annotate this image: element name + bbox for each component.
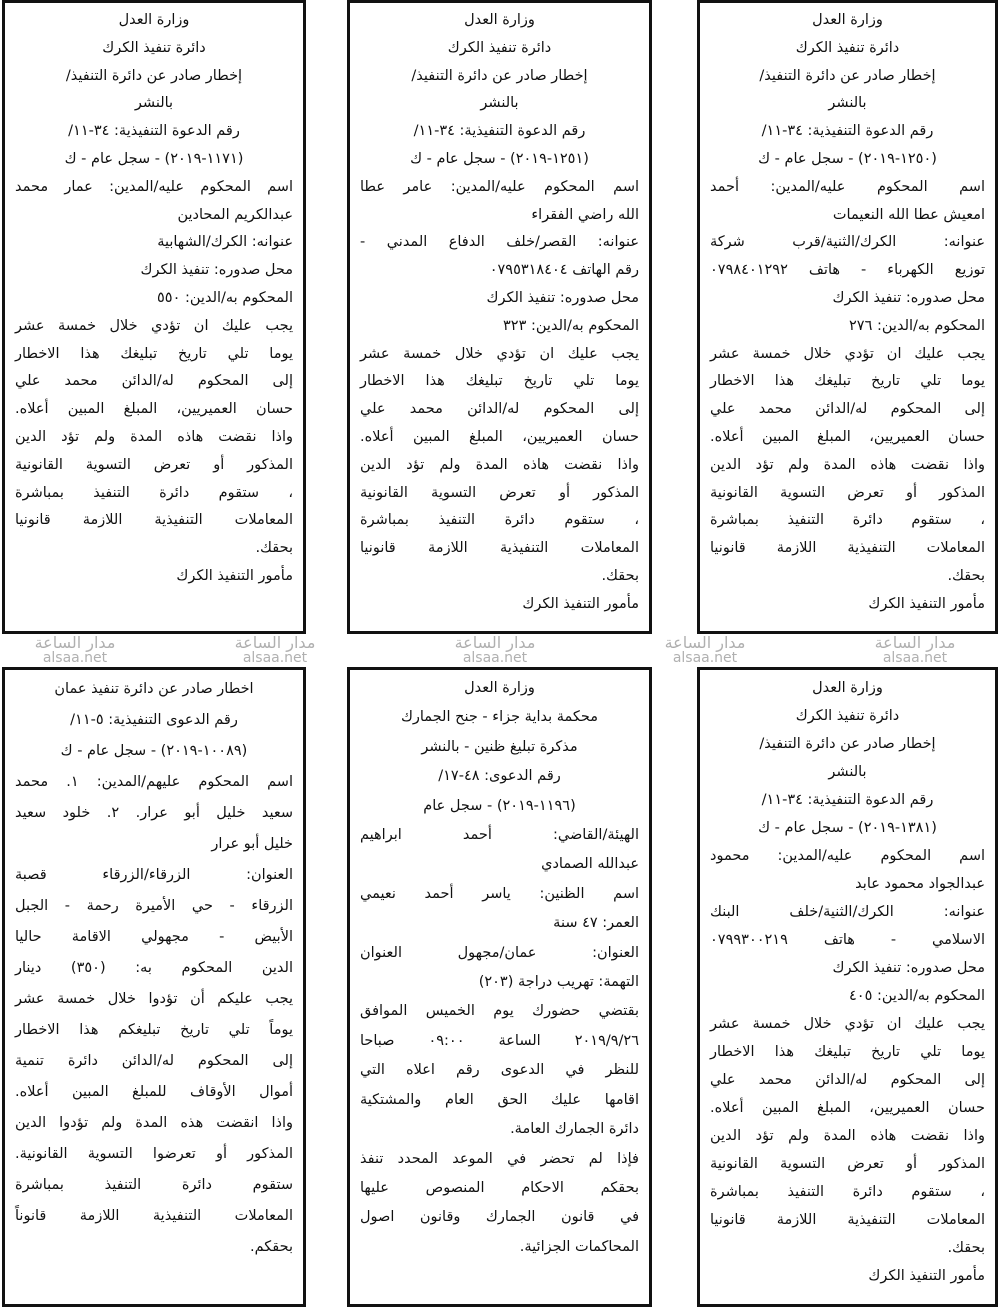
notice-header-line: إخطار صادر عن دائرة التنفيذ/	[65, 67, 243, 84]
notice-header-line: إخطار صادر عن دائرة التنفيذ/	[759, 67, 936, 84]
notice-body-line: ، ستقوم دائرة التنفيذ بمباشرة	[710, 1184, 985, 1200]
watermark-latin: alsaa.net	[672, 650, 738, 666]
notice-karak-1381	[697, 667, 998, 1307]
notice-body-line: بحقك.	[947, 567, 985, 584]
notice-header-line: محكمة بداية جزاء - جنح الجمارك	[400, 709, 599, 726]
watermark-arabic: مدار الساعة	[664, 633, 746, 652]
notice-body-line: بحقك.	[601, 567, 639, 584]
notice-body-line: حسان العميريين، المبلغ المبين أعلاه.	[710, 428, 985, 445]
notice-body-line: عنوانه: القصر/خلف الدفاع المدني -	[360, 234, 639, 251]
notice-body-line: واذا انقضت هذه المدة ولم تؤدوا الدين	[15, 1115, 293, 1131]
notice-header-line: (١٣٨١-٢٠١٩) - سجل عام - ك	[758, 820, 937, 836]
notice-body-line: المحكوم به/الدين: ٥٥٠	[157, 289, 293, 306]
notice-body-line: واذا نقضت هاذه المدة ولم تؤد الدين	[710, 1128, 985, 1144]
notice-body-line: توزيع الكهرباء - هاتف ٠٧٩٨٤٠١٢٩٢	[710, 262, 985, 279]
notice-body-line: يوما تلي تاريخ تبليغك هذا الاخطار	[710, 1044, 985, 1060]
notice-signature: مأمور التنفيذ الكرك	[176, 567, 293, 584]
notice-body-line: عنوانه: الكرك/الشهابية	[157, 234, 293, 251]
notice-body-line: المذكور أو تعرض التسوية القانونية	[15, 456, 293, 473]
notice-karak-1250	[697, 0, 998, 634]
notice-header-line: وزارة العدل	[118, 12, 190, 28]
notice-header-line: رقم الدعوى التنفيذية: ٥-١١/	[70, 712, 238, 728]
notice-header-line: إخطار صادر عن دائرة التنفيذ/	[411, 67, 588, 84]
watermark	[430, 634, 560, 667]
watermark	[640, 634, 770, 667]
notice-body-line: العنوان: الزرقاء/الزرقاء قصبة	[15, 867, 293, 883]
notice-body-line: عبدالكريم المحادين	[177, 206, 293, 223]
notice-body-line: العمر: ٤٧ سنة	[553, 915, 639, 932]
notice-body-line: ستقوم دائرة التنفيذ بمباشرة	[15, 1177, 293, 1193]
notice-body-line: محل صدوره: تنفيذ الكرك	[832, 960, 985, 976]
notice-body-line: يجب عليك ان تؤدي خلال خمسة عشر	[15, 317, 293, 334]
notice-karak-1251	[347, 0, 652, 634]
notice-header-line: وزارة العدل	[812, 12, 883, 28]
notice-body-line: عنوانه: الكرك/الثنية/قرب شركة	[710, 234, 985, 251]
notice-header-line: (١٢٥١-٢٠١٩) - سجل عام - ك	[410, 150, 589, 167]
notice-header-line: بالنشر	[134, 95, 174, 112]
notice-body-line: خليل أبو عرار	[211, 836, 293, 852]
notice-body-line: الدين المحكوم به: (٣٥٠) دينار	[15, 960, 293, 976]
notice-header-line: رقم الدعوة التنفيذية: ٣٤-١١/	[413, 123, 586, 140]
notice-body-line: اسم المحكوم عليه/المدين: عمار محمد	[15, 178, 293, 195]
notice-body-line: اقامها عليك الحق العام والمشتكية	[360, 1091, 639, 1108]
notice-body-line: إلى المحكوم له/الدائن محمد علي	[360, 401, 639, 418]
watermark-arabic: مدار الساعة	[234, 633, 316, 652]
notice-body-line: يجب عليك ان تؤدي خلال خمسة عشر	[710, 345, 985, 362]
notice-body-line: المذكور أو تعرضوا التسوية القانونية.	[15, 1146, 293, 1162]
notice-body-line: المعاملات التنفيذية اللازمة قانونيا	[710, 540, 985, 557]
notice-header-line: (١١٧١-٢٠١٩) - سجل عام - ك	[64, 150, 244, 167]
notice-body-line: واذا نقضت هاذه المدة ولم تؤد الدين	[360, 456, 639, 473]
notice-body-line: المعاملات التنفيذية اللازمة قانوناً	[15, 1208, 293, 1224]
notice-body-line: الله راضي الفقراء	[531, 206, 639, 223]
notice-body-line: يجب عليكم أن تؤدوا خلال خمسة عشر	[15, 991, 293, 1007]
notice-body-line: أموال الأوقاف للمبلغ المبين أعلاه.	[15, 1084, 293, 1100]
notice-body-line: ، ستقوم دائرة التنفيذ بمباشرة	[360, 512, 639, 529]
watermark-arabic: مدار الساعة	[454, 633, 536, 652]
notice-header-line: دائرة تنفيذ الكرك	[102, 39, 206, 56]
notice-body-line: المحكوم به/الدين: ٢٧٦	[849, 317, 985, 334]
notice-header-line: رقم الدعوى: ٤٨-١٧/	[438, 768, 561, 785]
notice-body-line: عبدالله الصمادي	[541, 856, 639, 873]
notice-body-line: اسم المحكوم عليه/المدين: عامر عطا	[360, 178, 639, 195]
watermark-latin: alsaa.net	[42, 650, 108, 666]
watermark	[210, 634, 340, 667]
notice-body-line: حسان العميريين، المبلغ المبين أعلاه.	[15, 401, 293, 418]
notice-signature: مأمور التنفيذ الكرك	[868, 595, 985, 612]
watermark	[10, 634, 140, 667]
notice-body-line: يوما تلي تاريخ تبليغك هذا الاخطار	[15, 345, 293, 362]
notice-body-line: واذا نقضت هاذه المدة ولم تؤد الدين	[710, 456, 985, 473]
watermark	[850, 634, 980, 667]
notice-body-line: اسم المحكوم عليهم/المدين: ١. محمد	[15, 774, 293, 790]
notice-body-line: الأبيض - مجهولي الاقامة حاليا	[15, 929, 293, 945]
notice-header-line: بالنشر	[828, 764, 867, 780]
notice-header-line: (١١٩٦-٢٠١٩) - سجل عام	[423, 797, 576, 814]
notice-body-line: امعيش عطا الله النعيمات	[832, 206, 985, 223]
notice-body-line: اسم المحكوم عليه/المدين: محمود	[710, 848, 985, 864]
notice-body-line: يجب عليك ان تؤدي خلال خمسة عشر	[360, 345, 639, 362]
notice-body-line: بحقكم.	[250, 1239, 293, 1255]
notice-body-line: بحقكم الاحكام المنصوص عليها	[360, 1179, 639, 1196]
notice-header-line: اخطار صادر عن دائرة تنفيذ عمان	[54, 681, 254, 697]
notice-body-line: حسان العميريين، المبلغ المبين أعلاه.	[360, 428, 639, 445]
notice-header-line: رقم الدعوة التنفيذية: ٣٤-١١/	[761, 792, 934, 808]
notice-body-line: واذا نقضت هاذه المدة ولم تؤد الدين	[15, 428, 293, 445]
notice-body-line: المعاملات التنفيذية اللازمة قانونيا	[710, 1212, 985, 1228]
notice-body-line: يوماً تلي تاريخ تبليغكم هذا الاخطار	[15, 1022, 293, 1038]
notice-body-line: العنوان: عمان/مجهول العنوان	[360, 944, 639, 961]
notice-body-line: إلى المحكوم له/الدائن محمد علي	[710, 1072, 985, 1088]
notice-body-line: في قانون الجمارك وقانون اصول	[360, 1209, 639, 1226]
notice-header-line: دائرة تنفيذ الكرك	[447, 39, 552, 56]
notice-body-line: المعاملات التنفيذية اللازمة قانونيا	[360, 540, 639, 557]
notice-body-line: ، ستقوم دائرة التنفيذ بمباشرة	[15, 484, 293, 501]
notice-body-line: فإذا لم تحضر في الموعد المحدد تنفذ	[360, 1150, 639, 1167]
notice-body-line: التهمة: تهريب دراجة (٢٠٣)	[478, 974, 639, 991]
notice-header-line: دائرة تنفيذ الكرك	[795, 39, 900, 56]
notice-body-line: محل صدوره: تنفيذ الكرك	[832, 289, 985, 306]
notice-body-line: الزرقاء - حي الأميرة رحمة - الجبل	[15, 898, 293, 914]
notice-body-line: المحكوم به/الدين: ٣٢٣	[503, 317, 639, 334]
notice-header-line: بالنشر	[480, 95, 519, 112]
notice-body-line: المذكور أو تعرض التسوية القانونية	[710, 1156, 985, 1172]
notice-body-line: المذكور أو تعرض التسوية القانونية	[710, 484, 985, 501]
notice-header-line: إخطار صادر عن دائرة التنفيذ/	[759, 736, 936, 752]
notice-header-line: دائرة تنفيذ الكرك	[795, 708, 900, 724]
notice-body-line: المذكور أو تعرض التسوية القانونية	[360, 484, 639, 501]
notice-body-line: عنوانه: الكرك/الثنية/خلف البنك	[710, 904, 985, 920]
notice-body-line: بحقك.	[947, 1240, 985, 1256]
watermark-latin: alsaa.net	[242, 650, 308, 666]
notice-body-line: محل صدوره: تنفيذ الكرك	[486, 289, 639, 306]
notice-signature: مأمور التنفيذ الكرك	[868, 1268, 985, 1284]
notice-customs-court	[347, 667, 652, 1307]
notice-header-line: رقم الدعوة التنفيذية: ٣٤-١١/	[761, 123, 934, 140]
notice-body-line: يوما تلي تاريخ تبليغك هذا الاخطار	[360, 373, 639, 390]
notice-body-line: إلى المحكوم له/الدائن محمد علي	[710, 401, 985, 418]
notice-header-line: (١٠٠٨٩-٢٠١٩) - سجل عام - ك	[60, 743, 248, 759]
notice-body-line: دائرة الجمارك العامة.	[510, 1121, 639, 1138]
notice-body-line: إلى المحكوم له/الدائن محمد علي	[15, 373, 293, 390]
notice-body-line: الهيئة/القاضي: أحمد ابراهيم	[360, 827, 639, 844]
notice-body-line: ٢٠١٩/٩/٢٦ الساعة ٠٩:٠٠ صباحا	[360, 1032, 639, 1049]
watermark-arabic: مدار الساعة	[34, 633, 116, 652]
notice-body-line: عبدالجواد محمود عابد	[855, 876, 985, 892]
notice-header-line: مذكرة تبليغ ظنين - بالنشر	[421, 738, 578, 755]
notice-body-line: المحاكمات الجزائية.	[519, 1238, 639, 1255]
watermark-arabic: مدار الساعة	[874, 633, 956, 652]
watermark-latin: alsaa.net	[882, 650, 948, 666]
notice-body-line: يوما تلي تاريخ تبليغك هذا الاخطار	[710, 373, 985, 390]
notice-body-line: الاسلامي - هاتف ٠٧٩٩٣٠٠٢١٩	[710, 932, 985, 948]
notice-body-line: المحكوم به/الدين: ٤٠٥	[849, 988, 985, 1004]
notice-body-line: محل صدوره: تنفيذ الكرك	[140, 262, 293, 279]
notice-body-line: رقم الهاتف ٠٧٩٥٣١٨٤٠٤	[489, 262, 639, 279]
notice-header-line: رقم الدعوة التنفيذية: ٣٤-١١/	[68, 123, 240, 140]
notice-header-line: وزارة العدل	[812, 680, 883, 696]
notice-header-line: (١٢٥٠-٢٠١٩) - سجل عام - ك	[758, 150, 937, 167]
notice-body-line: حسان العميريين، المبلغ المبين أعلاه.	[710, 1100, 985, 1116]
notice-body-line: المعاملات التنفيذية اللازمة قانونيا	[15, 512, 293, 529]
notice-body-line: اسم المحكوم عليه/المدين: أحمد	[710, 178, 985, 195]
notice-body-line: بحقك.	[255, 540, 293, 557]
notice-body-line: بقتضي حضورك يوم الخميس الموافق	[360, 1003, 639, 1020]
notice-signature: مأمور التنفيذ الكرك	[522, 595, 639, 612]
notice-body-line: للنظر في الدعوى رقم اعلاه التي	[360, 1062, 639, 1079]
notice-body-line: اسم الظنين: ياسر أحمد نعيمي	[360, 885, 639, 902]
notice-body-line: ، ستقوم دائرة التنفيذ بمباشرة	[710, 512, 985, 529]
notice-body-line: إلى المحكوم له/الدائن دائرة تنمية	[15, 1053, 293, 1069]
notice-karak-1171	[2, 0, 306, 634]
notice-amman-10089	[2, 667, 306, 1307]
notice-body-line: يجب عليك ان تؤدي خلال خمسة عشر	[710, 1016, 985, 1032]
watermark-latin: alsaa.net	[462, 650, 528, 666]
notice-header-line: وزارة العدل	[464, 680, 535, 696]
notice-header-line: بالنشر	[828, 95, 867, 112]
notice-body-line: سعيد خليل أبو عرار. ٢. خلود سعيد	[15, 805, 293, 821]
notice-header-line: وزارة العدل	[464, 12, 535, 28]
